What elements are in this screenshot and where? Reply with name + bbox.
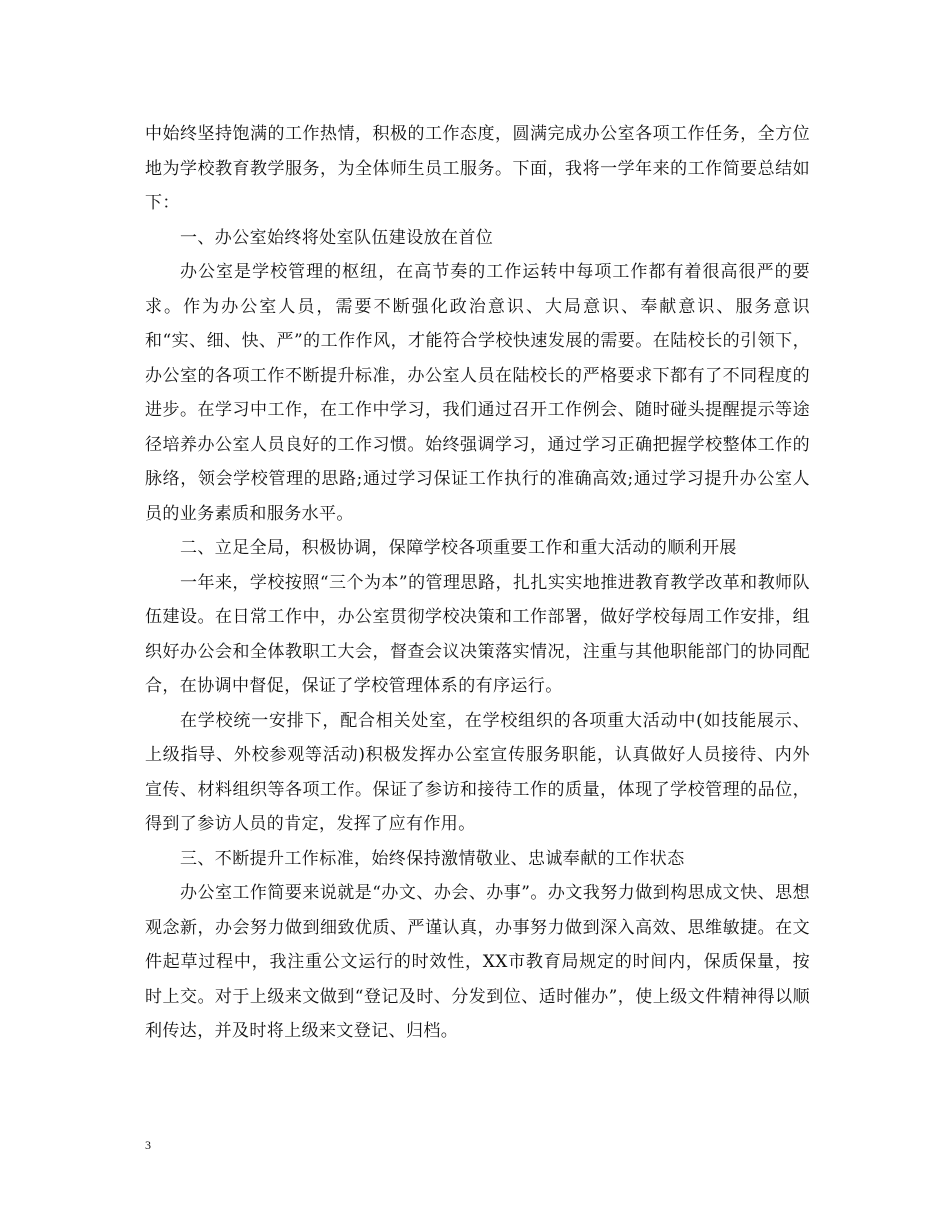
paragraph: 办公室是学校管理的枢纽，在高节奏的工作运转中每项工作都有着很高很严的要求。作为办公室人员，需要不断强化政治意识、大局意识、奉献意识、服务意识和“实、细、快、严”的工作作风，才能符合学校快速发展的需要。在陆校长的引领下，办公室的各项工作不断提升标准，办公室人员在陆校长的严格要求下都有了不同程度的进步。在学习中工作，在工作中学习，我们通过召开工作例会、随时碰头提醒提示等途径培养办公室人员良好的工作习惯。始终强调学习，通过学习正确把握学校整体工作的脉络，领会学校管理的思路;通过学习保证工作执行的准确高效;通过学习提升办公室人员的业务素质和服务水平。 (145, 262, 810, 524)
paragraph: 在学校统一安排下，配合相关处室，在学校组织的各项重大活动中(如技能展示、上级指导、外校参观等活动)积极发挥办公室宣传服务职能，认真做好人员接待、内外宣传、材料组织等各项工作。保证了参访和接待工作的质量，体现了学校管理的品位，得到了参访人员的肯定，发挥了应有作用。 (145, 710, 810, 834)
page-number: 3 (145, 1138, 151, 1152)
paragraph: 办公室工作简要来说就是“办文、办会、办事”。办文我努力做到构思成文快、思想观念新，办会努力做到细致优质、严谨认真，办事努力做到深入高效、思维敏捷。在文件起草过程中，我注重公文运行的时效性，XX市教育局规定的时间内，保质保量，按时上交。对于上级来文做到“登记及时、分发到位、适时催办”，使上级文件精神得以顺利传达，并及时将上级来文登记、归档。 (145, 883, 810, 1041)
section-heading-2: 二、立足全局，积极协调，保障学校各项重要工作和重大活动的顺利开展 (180, 538, 737, 558)
section-heading-3: 三、不断提升工作标准，始终保持激情敬业、忠诚奉献的工作状态 (180, 848, 685, 869)
paragraph: 一年来，学校按照“三个为本”的管理思路，扎扎实实地推进教育教学改革和教师队伍建设。在日常工作中，办公室贯彻学校决策和工作部署，做好学校每周工作安排，组织好办公会和全体教职工大会，督查会议决策落实情况，注重与其他职能部门的协同配合，在协调中督促，保证了学校管理体系的有序运行。 (145, 572, 810, 696)
document-body (145, 117, 810, 1049)
paragraph-continuation: 中始终坚持饱满的工作热情，积极的工作态度，圆满完成办公室各项工作任务，全方位地为学校教育教学服务，为全体师生员工服务。下面，我将一学年来的工作简要总结如下： (145, 124, 810, 213)
section-heading-1: 一、办公室始终将处室队伍建设放在首位 (180, 227, 494, 248)
